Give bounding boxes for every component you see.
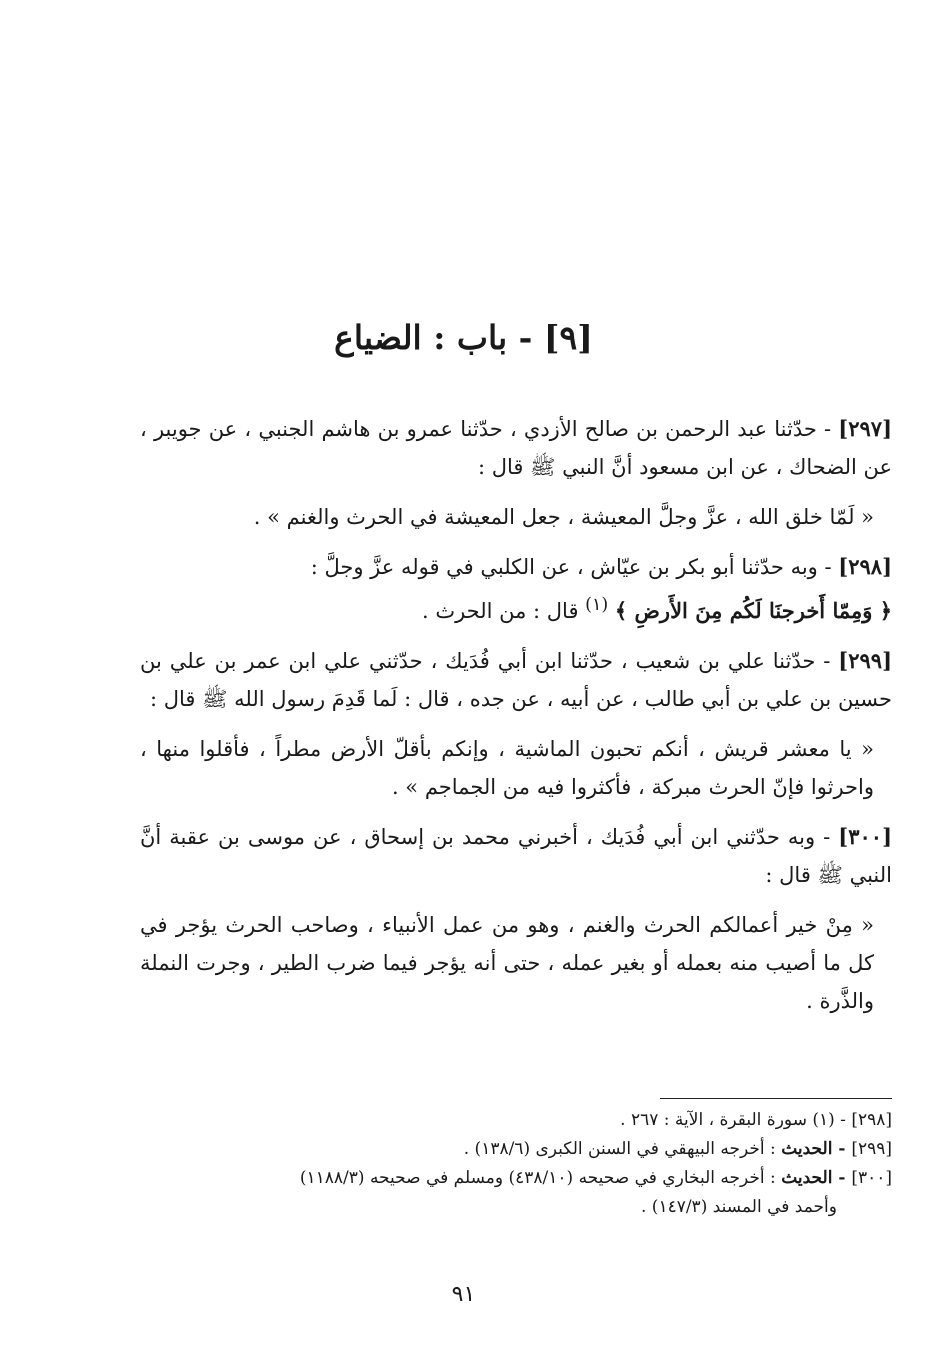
hadith-number: [٢٩٧] (838, 416, 892, 441)
hadith-number: [٢٩٩] (838, 648, 892, 673)
hadith-number: [٣٠٠] (838, 824, 892, 849)
footnote-label: - الحديث (781, 1168, 852, 1188)
hadith-299 (140, 642, 892, 718)
quran-verse: ﴿ وَمِمّا أَخرجنَا لَكُم مِنَ الأَرضِ ﴾ (614, 598, 892, 623)
footnote-300 (140, 1164, 892, 1193)
footnote-text: : أخرجه البخاري في صحيحه (٤٣٨/١٠) ومسلم في صحيحه (١١٨٨/٣) (299, 1168, 782, 1188)
main-text (140, 410, 892, 1032)
footnote-divider (660, 1098, 892, 1099)
hadith-298 (140, 548, 892, 630)
page-number: ٩١ (451, 1282, 476, 1307)
hadith-tail: قال : من الحرث . (421, 599, 586, 623)
hadith-300 (140, 818, 892, 894)
footnote-300-continued: وأحمد في المسند (١٤٧/٣) . (640, 1197, 837, 1217)
footnote-text: : أخرجه البيهقي في السنن الكبرى (١٣٨/٦) . (463, 1139, 782, 1159)
footnote-ref: (١) (585, 595, 609, 615)
chapter-title: [٩] - باب : الضياع (334, 318, 593, 357)
footnote-number: [٣٠٠] (851, 1168, 892, 1188)
hadith-text: - حدّثنا علي بن شعيب ، حدّثنا ابن أبي فُدَيك ، حدّثني علي ابن عمر بن علي بن حسين بن علي بن أبي طالب ، عن أبيه ، عن جده ، قال : لَما قَدِمَ رسول الله ﷺ قال : (140, 649, 892, 711)
hadith-quote: « يا معشر قريش ، أنكم تحبون الماشية ، وإنكم بأقلّ الأرض مطراً ، فأقلوا منها ، واحرثوا فإنّ الحرث مبركة ، فأكثروا فيه من الجماجم » . (140, 737, 874, 799)
hadith-text: - وبه حدّثني ابن أبي فُدَيك ، أخبرني محمد بن إسحاق ، عن موسى بن عقبة أنَّ النبي ﷺ قال : (140, 825, 892, 887)
footnotes (140, 1106, 892, 1222)
footnote-298 (140, 1106, 892, 1135)
footnote-text: - (١) سورة البقرة ، الآية : ٢٦٧ . (620, 1110, 852, 1130)
footnote-number: [٢٩٩] (851, 1139, 892, 1159)
hadith-text: - وبه حدّثنا أبو بكر بن عيّاش ، عن الكلبي في قوله عزَّ وجلَّ : (310, 555, 839, 579)
hadith-quote: « لَمّا خلق الله ، عزَّ وجلَّ المعيشة ، جعل المعيشة في الحرث والغنم » . (253, 505, 874, 529)
footnote-label: - الحديث (781, 1139, 852, 1159)
footnote-299 (140, 1135, 892, 1164)
hadith-297 (140, 410, 892, 486)
hadith-number: [٢٩٨] (838, 554, 892, 579)
footnote-number: [٢٩٨] (851, 1110, 892, 1130)
hadith-text: - حدّثنا عبد الرحمن بن صالح الأزدي ، حدّثنا عمرو بن هاشم الجنبي ، عن جويبر ، عن الضحاك ، عن ابن مسعود أنَّ النبي ﷺ قال : (140, 417, 892, 479)
hadith-quote: « مِنْ خير أعمالكم الحرث والغنم ، وهو من عمل الأنبياء ، وصاحب الحرث يؤجر في كل ما أصيب منه بعمله أو بغير عمله ، حتى أنه يؤجر فيما ضرب الطير ، وجرت النملة والذَّرة . (140, 913, 874, 1013)
